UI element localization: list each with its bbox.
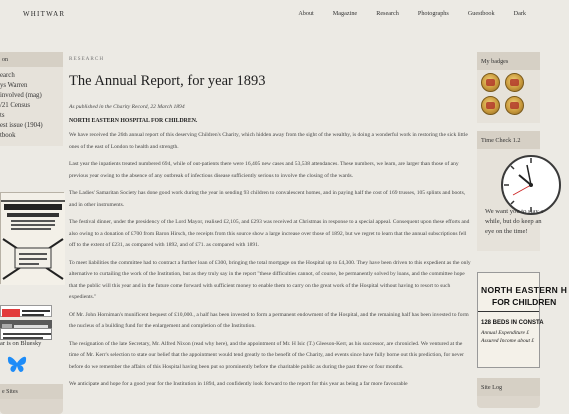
main-nav <box>279 10 526 17</box>
site-log-panel <box>477 378 540 408</box>
page-subtitle: As published in the Charity Record, 22 March 1894 <box>69 104 185 110</box>
web-badge-1[interactable] <box>0 305 52 317</box>
medal-badge-icon[interactable] <box>481 96 500 115</box>
news-line-1: NORTH EASTERN H <box>481 285 568 295</box>
article-paragraph: We anticipate and hope for a good year for the Institution in 1894, and confidently look forward to the report for this year as being a far more favourable <box>69 381 408 387</box>
nav-about[interactable]: About <box>298 10 314 17</box>
breadcrumb[interactable]: RESEARCH <box>69 56 105 62</box>
nav-dark-toggle[interactable]: Dark <box>513 10 526 17</box>
left-nav-ts[interactable]: ts <box>0 111 5 119</box>
article-paragraph: We have received the 26th annual report of this deserving Children's Charity, which hidden away from the sight of the wealthy, is doing a wonderful work in restoring the sick little ones of the east of London to health and strength. <box>69 132 468 150</box>
left-nav-involved[interactable]: involved (mag) <box>0 91 42 99</box>
left-nav-panel <box>0 52 63 146</box>
article-paragraph: To meet liabilities the committee had to contract a further loan of £300, bringing the total mortgage on the Hospital up to £4,300. They have been driven to this expedient as the only alternative to curtailing the work of the Institution, but as they truly say in the report "these difficulties cannot, of course, be permanently solved by loans, and the committee hope that the public will this year and in the future come forward with sufficient money to enable them to carry on the great work of the Hospital without having to resort to such expedients." <box>69 259 471 300</box>
top-bar <box>0 0 540 30</box>
bluesky-icon[interactable] <box>6 354 28 374</box>
article-paragraph: Of Mr. John Horniman's munificent bequest of £10,000., a half has been invested to form a permanent endowment of the Hospital, and the remaining half has been invested to form the nucleus of a building fund for the enlargement and completion of the Institution. <box>69 311 469 329</box>
medal-badge-icon[interactable] <box>505 96 524 115</box>
article-paragraph: The Ladies' Samaritan Society has done good work during the year in sending 93 children to convalescent homes, and in paying half the cost of 169 trusses, 105 splints and boots, and in other instruments. <box>69 190 466 208</box>
news-line-3: 128 BEDS IN CONSTA <box>481 320 544 326</box>
web-badge-1-graphic <box>1 307 53 319</box>
nav-photographs[interactable]: Photographs <box>417 10 449 17</box>
site-log-heading: Site Log <box>477 378 540 396</box>
nav-research[interactable]: Research <box>376 10 399 17</box>
time-check-text: We want you to stay a while, but do keep an eye on the time! <box>485 208 544 235</box>
article-heading: NORTH EASTERN HOSPITAL FOR CHILDREN. <box>69 118 198 124</box>
web-badge-3[interactable] <box>0 328 52 340</box>
main-content <box>69 52 473 391</box>
news-line-4: Annual Expenditure £ <box>481 330 530 336</box>
badges-panel <box>477 52 540 123</box>
left-panel-heading: on <box>0 52 63 67</box>
article-paragraph: The resignation of the late Secretary, Mr. Alfred Nixon (read why here), and the appointment of Mr. H Isic (T.) Gleeson-Kerr, as his successor, are chronicled. We ventured at the time of Mr. Kerr's selection to state our belief that the appointment would tend greatly to the benefit of the Charity, and events since have fully borne out this prediction, for never before do we remember the affairs of this Hospital having been put so prominently before the charitable public as during the past three or four months. <box>69 340 464 370</box>
newspaper-clipping-left <box>0 192 64 284</box>
right-sidebar <box>477 52 544 251</box>
clipping-left-graphic <box>1 193 65 285</box>
bluesky-text[interactable]: ar is on Bluesky <box>0 340 42 347</box>
left-nav-warren[interactable]: ys Warren <box>0 81 28 89</box>
left-nav-search[interactable]: earch <box>0 71 15 79</box>
left-links-panel <box>0 384 63 414</box>
nav-guestbook[interactable]: Guestbook <box>467 10 495 17</box>
left-links-heading: e Sites <box>0 384 63 399</box>
left-nav-census[interactable]: /21 Census <box>0 101 31 109</box>
nav-magazine[interactable]: Magazine <box>332 10 358 17</box>
newspaper-clipping-right <box>477 272 568 368</box>
badges-heading: My badges <box>477 52 540 70</box>
news-line-2: FOR CHILDREN <box>492 297 557 307</box>
time-check-panel <box>477 131 544 251</box>
medal-badge-icon[interactable] <box>505 73 524 92</box>
news-line-5: Assured Income about £ <box>481 338 535 344</box>
time-check-heading: Time Check 1.2 <box>477 131 540 149</box>
left-nav-latest-issue[interactable]: est issue (1904) <box>0 121 43 129</box>
left-sidebar <box>0 52 64 146</box>
medal-badge-icon[interactable] <box>481 73 500 92</box>
site-title[interactable]: WHITWAR <box>23 10 66 18</box>
article-paragraph: Last year the inpatients treated numbered 694, while of out-patients there were 16,405 new cases and 53,538 attendances. These numbers, we learn, are larger than those of any previous year owing to the absence of any outbreak of infectious disease sufficiently serious to involve the closing of the wards. <box>69 161 459 179</box>
article-paragraph: The festival dinner, under the presidency of the Lord Mayor, realised £2,105, and £293 was received at Christmas in response to a special appeal. Consequent upon these efforts and also owing to a donation of £700 from Baron Hirsch, the receipts from this source show a large increase over those of 1892, but we regret to learn that the annual subscriptions fell off to the extent of £231, as compared with 1892, and of £71. as compared with 1891. <box>69 219 470 248</box>
page-title: The Annual Report, for year 1893 <box>69 73 266 89</box>
left-nav-guestbook[interactable]: tbook <box>0 131 16 139</box>
butterfly-icon <box>6 354 28 374</box>
